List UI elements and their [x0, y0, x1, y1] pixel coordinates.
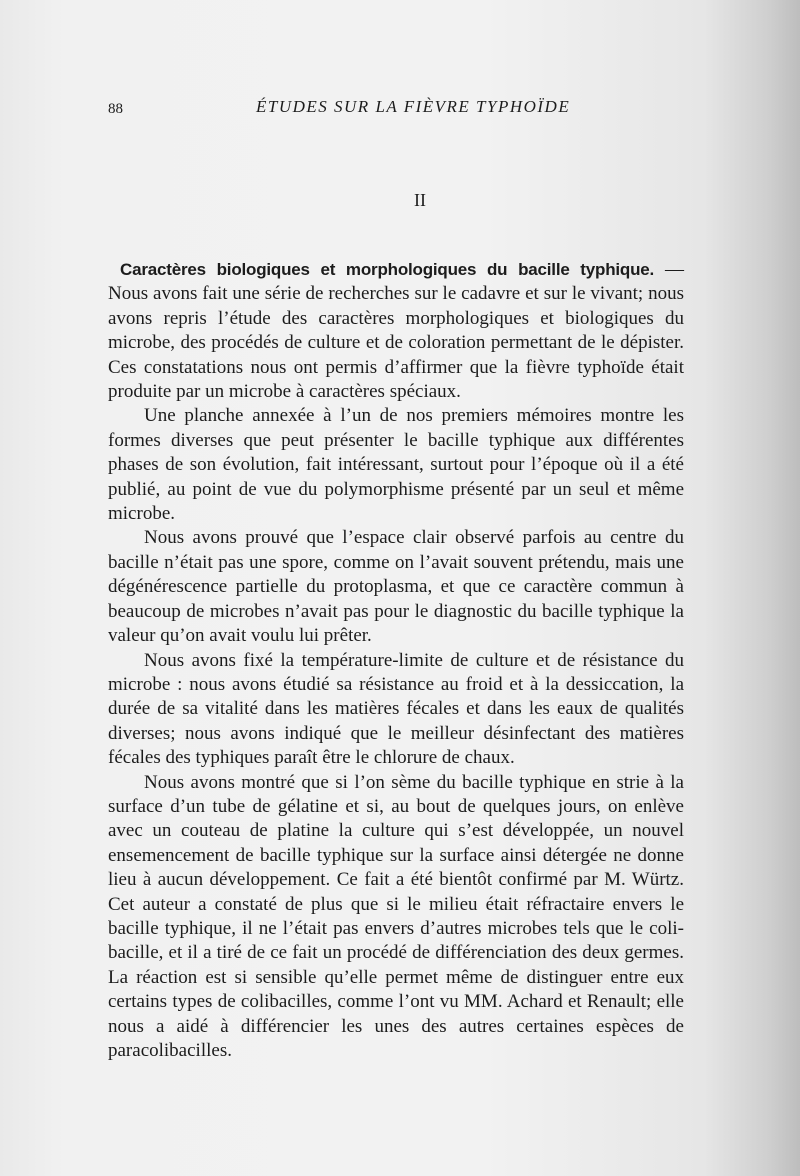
paragraph-1-text: — Nous avons fait une série de recherches sur le cadavre et sur le vivant; nous avons repris l’étude des caractères morphologiques et biologiques du microbe, des procédés de culture et de coloration permettant de le dépister. Ces constatations nous ont permis d’affirmer que la fièvre typhoïde était produite par un microbe à caractères spéciaux.: [108, 259, 684, 403]
paragraph-3: Nous avons prouvé que l’espace clair observé parfois au centre du bacille n’était pas une spore, comme on l’avait souvent prétendu, mais une dégénérescence partielle du protoplasma, et que ce caractère commun à beaucoup de microbes n’avait pas pour le diagnostic du bacille typhique la valeur qu’on avait voulu lui prêter.: [108, 527, 684, 647]
section-number: II: [414, 190, 426, 210]
body-text: [108, 258, 684, 1063]
page-number: 88: [108, 101, 123, 117]
paragraph-4: Nous avons fixé la température-limite de culture et de résistance du microbe : nous avons étudié sa résistance au froid et à la dessiccation, la durée de sa vitalité dans les matières fécales et dans les eaux de qualités diverses; nous avons indiqué que le meilleur désinfectant des matières fécales des typhiques paraît être le chlorure de chaux.: [108, 649, 684, 769]
running-head: [108, 97, 648, 125]
paragraph-5: Nous avons montré que si l’on sème du bacille typhique en strie à la surface d’un tube de gélatine et si, au bout de quelques jours, on enlève avec un couteau de platine la culture qui s’est développée, un nouvel ensemencement de bacille typhique sur la surface ainsi détergée ne donne lieu à aucun développement. Ce fait a été bientôt confirmé par M. Würtz. Cet auteur a constaté de plus que si le milieu était réfractaire envers le bacille typhique, il ne l’était pas envers d’autres microbes tels que le coli-bacille, et il a tiré de ce fait un procédé de différenciation des deux germes. La réaction est si sensible qu’elle permet même de distinguer entre eux certains types de colibacilles, comme l’ont vu MM. Achard et Renault; elle nous a aidé à différencier les unes des autres certaines espèces de paracolibacilles.: [108, 771, 684, 1061]
paragraph-2: Une planche annexée à l’un de nos premiers mémoires montre les formes diverses que peut présenter le bacille typhique aux différentes phases de son évolution, fait intéressant, surtout pour l’époque où il a été publié, au point de vue du polymorphisme présenté par un seul et même microbe.: [108, 405, 684, 525]
paragraph-1-heading: Caractères biologiques et morphologiques du bacille typhique.: [120, 260, 655, 279]
paragraph-1: [108, 258, 684, 404]
running-title: ÉTUDES SUR LA FIÈVRE TYPHOÏDE: [256, 97, 571, 116]
